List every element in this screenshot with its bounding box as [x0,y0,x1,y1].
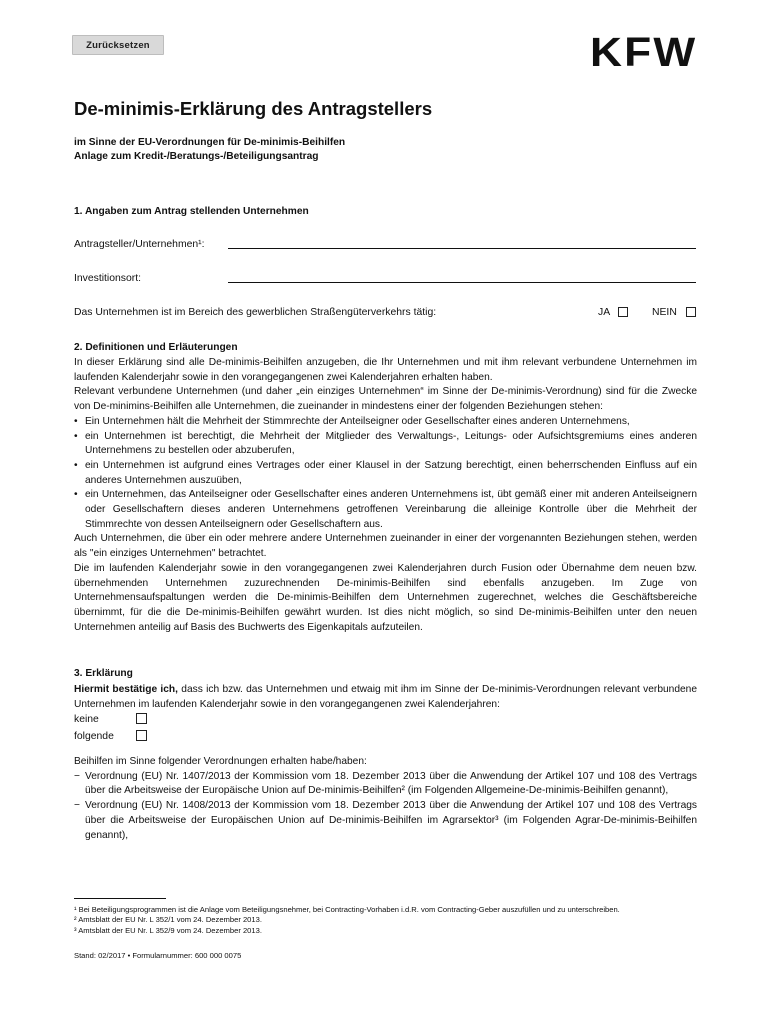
list-item: − Verordnung (EU) Nr. 1407/2013 der Kommission vom 18. Dezember 2013 über die Anwendung der Artikel 107 und 108 des Vertrags über die Arbeitsweise der Europäische Union auf De-minimis-Beihilfen² (im Folgenden Allgemeine-De-minimis-Beihilfen genannt), [74,770,697,797]
option-following-label: folgende [74,731,114,742]
location-input[interactable] [228,266,696,283]
kfw-logo: KFW [590,29,698,75]
option-none-label: keine [74,714,99,725]
section-3-heading: 3. Erklärung [74,668,133,679]
list-item: − Verordnung (EU) Nr. 1408/2013 der Kommission vom 18. Dezember 2013 über die Anwendung der Artikel 107 und 108 des Vertrags über die Arbeitsweise der Europäischen Union auf De-minimis-Beihilfen im Agrarsektor³ (im Folgenden Agrar-De-minimis-Beihilfen genannt), [74,800,697,841]
bullet-mark: • [74,489,78,501]
applicant-label: Antragsteller/Unternehmen¹: [74,239,205,250]
definitions-paragraph-4: Die im laufenden Kalenderjahr sowie in den vorangegangenen zwei Kalenderjahren durch Fusion oder Übernahme dem neuen bzw. übernehmenden Unternehmen zuzurechnenden De-minimis-Beihilfen sind ebenfalls anzugeben. Im Zuge von Unternehmensaufspaltungen werden die De-minimis-Beihilfen dem Unternehmen zugerechnet, welches die Geschäftsbereiche übernimmt, für die die De-minimis-Beihilfen gewährt wurden. Ist dies nicht möglich, so sind De-minimis-Beihilfen unter den neuen Unternehmen anteilig auf Basis des Buchwerts des Eigenkapitals aufzuteilen. [74,562,697,633]
dash-mark: − [74,800,80,812]
dash-mark: − [74,770,80,782]
footnote-divider [74,898,166,899]
section-1-heading: 1. Angaben zum Antrag stellenden Unternehmen [74,206,309,217]
declaration-intro [74,683,697,712]
relationship-list [74,415,697,533]
form-version: Stand: 02/2017 • Formularnummer: 600 000 0075 [74,951,242,960]
definitions-paragraph-2: Relevant verbundene Unternehmen (und daher „ein einziges Unternehmen“ im Sinne der De-minimis-Verordnung) sind für die Zwecke von De-minimins-Beihilfen alle Unternehmen, die zueinander in mindestens einer der folgenden Beziehungen stehen: [74,386,697,413]
received-intro: Beihilfen im Sinne folgender Verordnungen erhalten habe/haben: [74,756,367,767]
list-item: • ein Unternehmen ist aufgrund eines Vertrages oder einer Klausel in der Satzung berechtigt, einen beherrschenden Einfluss auf ein anderes Unternehmen auszuüben, [74,459,697,486]
yes-label: JA [598,307,611,318]
bullet-mark: • [74,430,78,442]
regulations-block [74,755,697,843]
list-item: • ein Unternehmen, das Anteilseigner oder Gesellschafter eines anderen Unternehmens ist, übt gemäß einer mit anderen Anteilseignern oder Gesellschaftern dieses anderen Unternehmens getroffenen Vereinbarung die alleinige Kontrolle über die Mehrheit der Stimmrechte von dessen Anteilseignern oder Gesellschaftern aus. [74,489,697,530]
reset-button[interactable]: Zurücksetzen [72,35,164,55]
option-following-checkbox[interactable] [136,730,147,741]
footnote-1: ¹ Bei Beteiligungsprogrammen ist die Anlage vom Beteiligungsnehmer, bei Contracting-Vorhaben i.d.R. vom Contracting-Geber auszufüllen und zu unterschreiben. [74,905,620,914]
location-label: Investitionsort: [74,273,141,284]
yes-checkbox[interactable] [618,307,628,317]
no-label: NEIN [652,307,677,318]
definitions-text [74,356,697,635]
page-title: De-minimis-Erklärung des Antragstellers [74,98,433,119]
transport-question: Das Unternehmen ist im Bereich des gewerblichen Straßengüterverkehrs tätig: [74,307,437,318]
declaration-intro-rest: dass ich bzw. das Unternehmen und etwaig mit ihm im Sinne der De-minimis-Verordnungen relevant verbundene Unternehmen im laufenden Kalenderjahr sowie in den vorangegangenen zwei Kalenderjahren: [74,684,697,710]
footnote-2: ² Amtsblatt der EU Nr. L 352/1 vom 24. Dezember 2013. [74,915,262,925]
bullet-mark: • [74,459,78,471]
applicant-input[interactable] [228,232,696,249]
declaration-intro-bold: Hiermit bestätige ich, [74,684,178,695]
regulation-list [74,770,697,844]
footnotes [74,905,697,936]
option-none-checkbox[interactable] [136,713,147,724]
definitions-paragraph-3: Auch Unternehmen, die über ein oder mehrere andere Unternehmen zueinander in einer der vorgenannten Beziehungen stehen, werden als "ein einziges Unternehmen" betrachtet. [74,533,697,560]
bullet-mark: • [74,415,78,427]
subtitle-line-1: im Sinne der EU-Verordnungen für De-minimis-Beihilfen [74,137,346,148]
footnote-3: ³ Amtsblatt der EU Nr. L 352/9 vom 24. Dezember 2013. [74,925,262,935]
section-2-heading: 2. Definitionen und Erläuterungen [74,342,238,353]
no-checkbox[interactable] [686,307,696,317]
list-item: • ein Unternehmen ist berechtigt, die Mehrheit der Mitglieder des Verwaltungs-, Leitungs- oder Aufsichtsgremiums eines anderen Unternehmens zu bestellen oder abzuberufen, [74,430,697,457]
subtitle-line-2: Anlage zum Kredit-/Beratungs-/Beteiligungsantrag [74,151,319,162]
definitions-paragraph-1: In dieser Erklärung sind alle De-minimis-Beihilfen anzugeben, die Ihr Unternehmen und mit ihm relevant verbundene Unternehmen im laufenden Kalenderjahr sowie in den vorangegangenen zwei Kalenderjahren erhalten haben. [74,357,697,383]
list-item: • Ein Unternehmen hält die Mehrheit der Stimmrechte der Anteilseigner oder Gesellschafter eines anderen Unternehmens, [74,415,697,430]
